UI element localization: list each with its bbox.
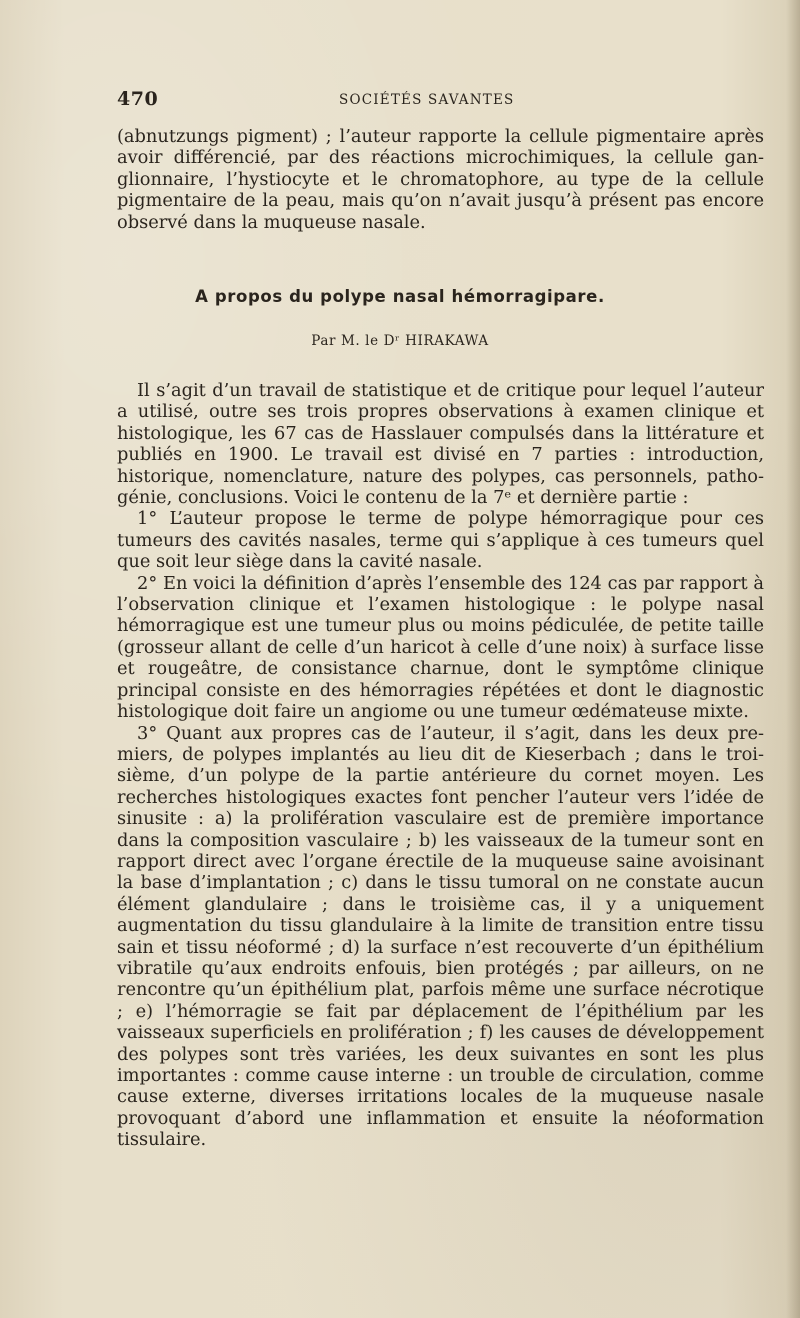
paragraph-point-2: 2° En voici la définition d’après l’ensemble des 124 cas par rapport à l’observation clinique et l’examen histologique : le polype nasal hémorragique est une tumeur plus ou moins pédiculée, de petite taille (grosseur allant de celle d’un haricot à celle d’une noix) à surface lisse et rougeâtre, de consistance charnue, dont le symptôme clinique principal consiste en des hémorragies répétées et dont le diagnostic histologique doit faire un angiome ou une tumeur œdémateuse mixte. (117, 572, 764, 723)
paragraph-point-1: 1° L’auteur propose le terme de polype hémorragique pour ces tumeurs des cavités nasales, terme qui s’applique à ces tumeurs quel que soit leur siège dans la cavité nasale. (117, 508, 764, 573)
page-header (117, 88, 764, 112)
article-body (117, 380, 764, 1151)
page-number: 470 (117, 88, 159, 110)
paragraph-point-3: 3° Quant aux propres cas de l’auteur, il s’agit, dans les deux premiers, de polypes implantés au lieu dit de Kieserbach ; dans le troisième, d’un polype de la partie antérieure du cornet moyen. Les recherches histologiques exactes font pencher l’auteur vers l’idée de sinusite : a) la prolifération vasculaire est de première importance dans la composition vasculaire ; b) les vaisseaux de la tumeur sont en rapport direct avec l’organe érectile de la muqueuse saine avoisinant la base d’implantation ; c) dans le tissu tumoral on ne constate aucun élément glandulaire ; dans le troisième cas, il y a uniquement augmentation du tissu glandulaire à la limite de transition entre tissu sain et tissu néoformé ; d) la surface n’est recouverte d’un épithélium vibratile qu’aux endroits enfouis, bien protégés ; par ailleurs, on ne rencontre qu’un épithélium plat, parfois même une surface nécrotique ; e) l’hémorragie se fait par déplacement de l’épithélium par les vaisseaux superficiels en prolifération ; f) les causes de développement des polypes sont très variées, les deux suivantes en sont les plus importantes : comme cause interne : un trouble de circulation, comme cause externe, diverses irritations locales de la muqueuse nasale provoquant d’abord une inflammation et ensuite la néoformation tissulaire. (117, 722, 764, 1151)
page-gutter-shadow (786, 0, 800, 1318)
intro-text-block (117, 126, 764, 233)
intro-paragraph: (abnutzungs pigment) ; l’auteur rapporte la cellule pigmentaire après avoir différencié, par des réactions microchimiques, la cellule ganglionnaire, l’hystiocyte et le chromatophore, au type de la cellule pigmentaire de la peau, mais qu’on n’avait jusqu’à présent pas encore observé dans la muqueuse nasale. (117, 126, 764, 233)
article-title: A propos du polype nasal hémorragipare. (195, 287, 605, 306)
article-byline: Par M. le Dʳ HIRAKAWA (311, 333, 489, 349)
paragraph-overview: Il s’agit d’un travail de statistique et de critique pour lequel l’auteur a utilisé, outre ses trois propres observations à examen clinique et histologique, les 67 cas de Hasslauer compulsés dans la littérature et publiés en 1900. Le travail est divisé en 7 parties : introduction, historique, nomenclature, nature des polypes, cas personnels, pathogénie, conclusions. Voici le contenu de la 7ᵉ et dernière partie : (117, 380, 764, 509)
running-title: SOCIÉTÉS SAVANTES (339, 92, 515, 108)
